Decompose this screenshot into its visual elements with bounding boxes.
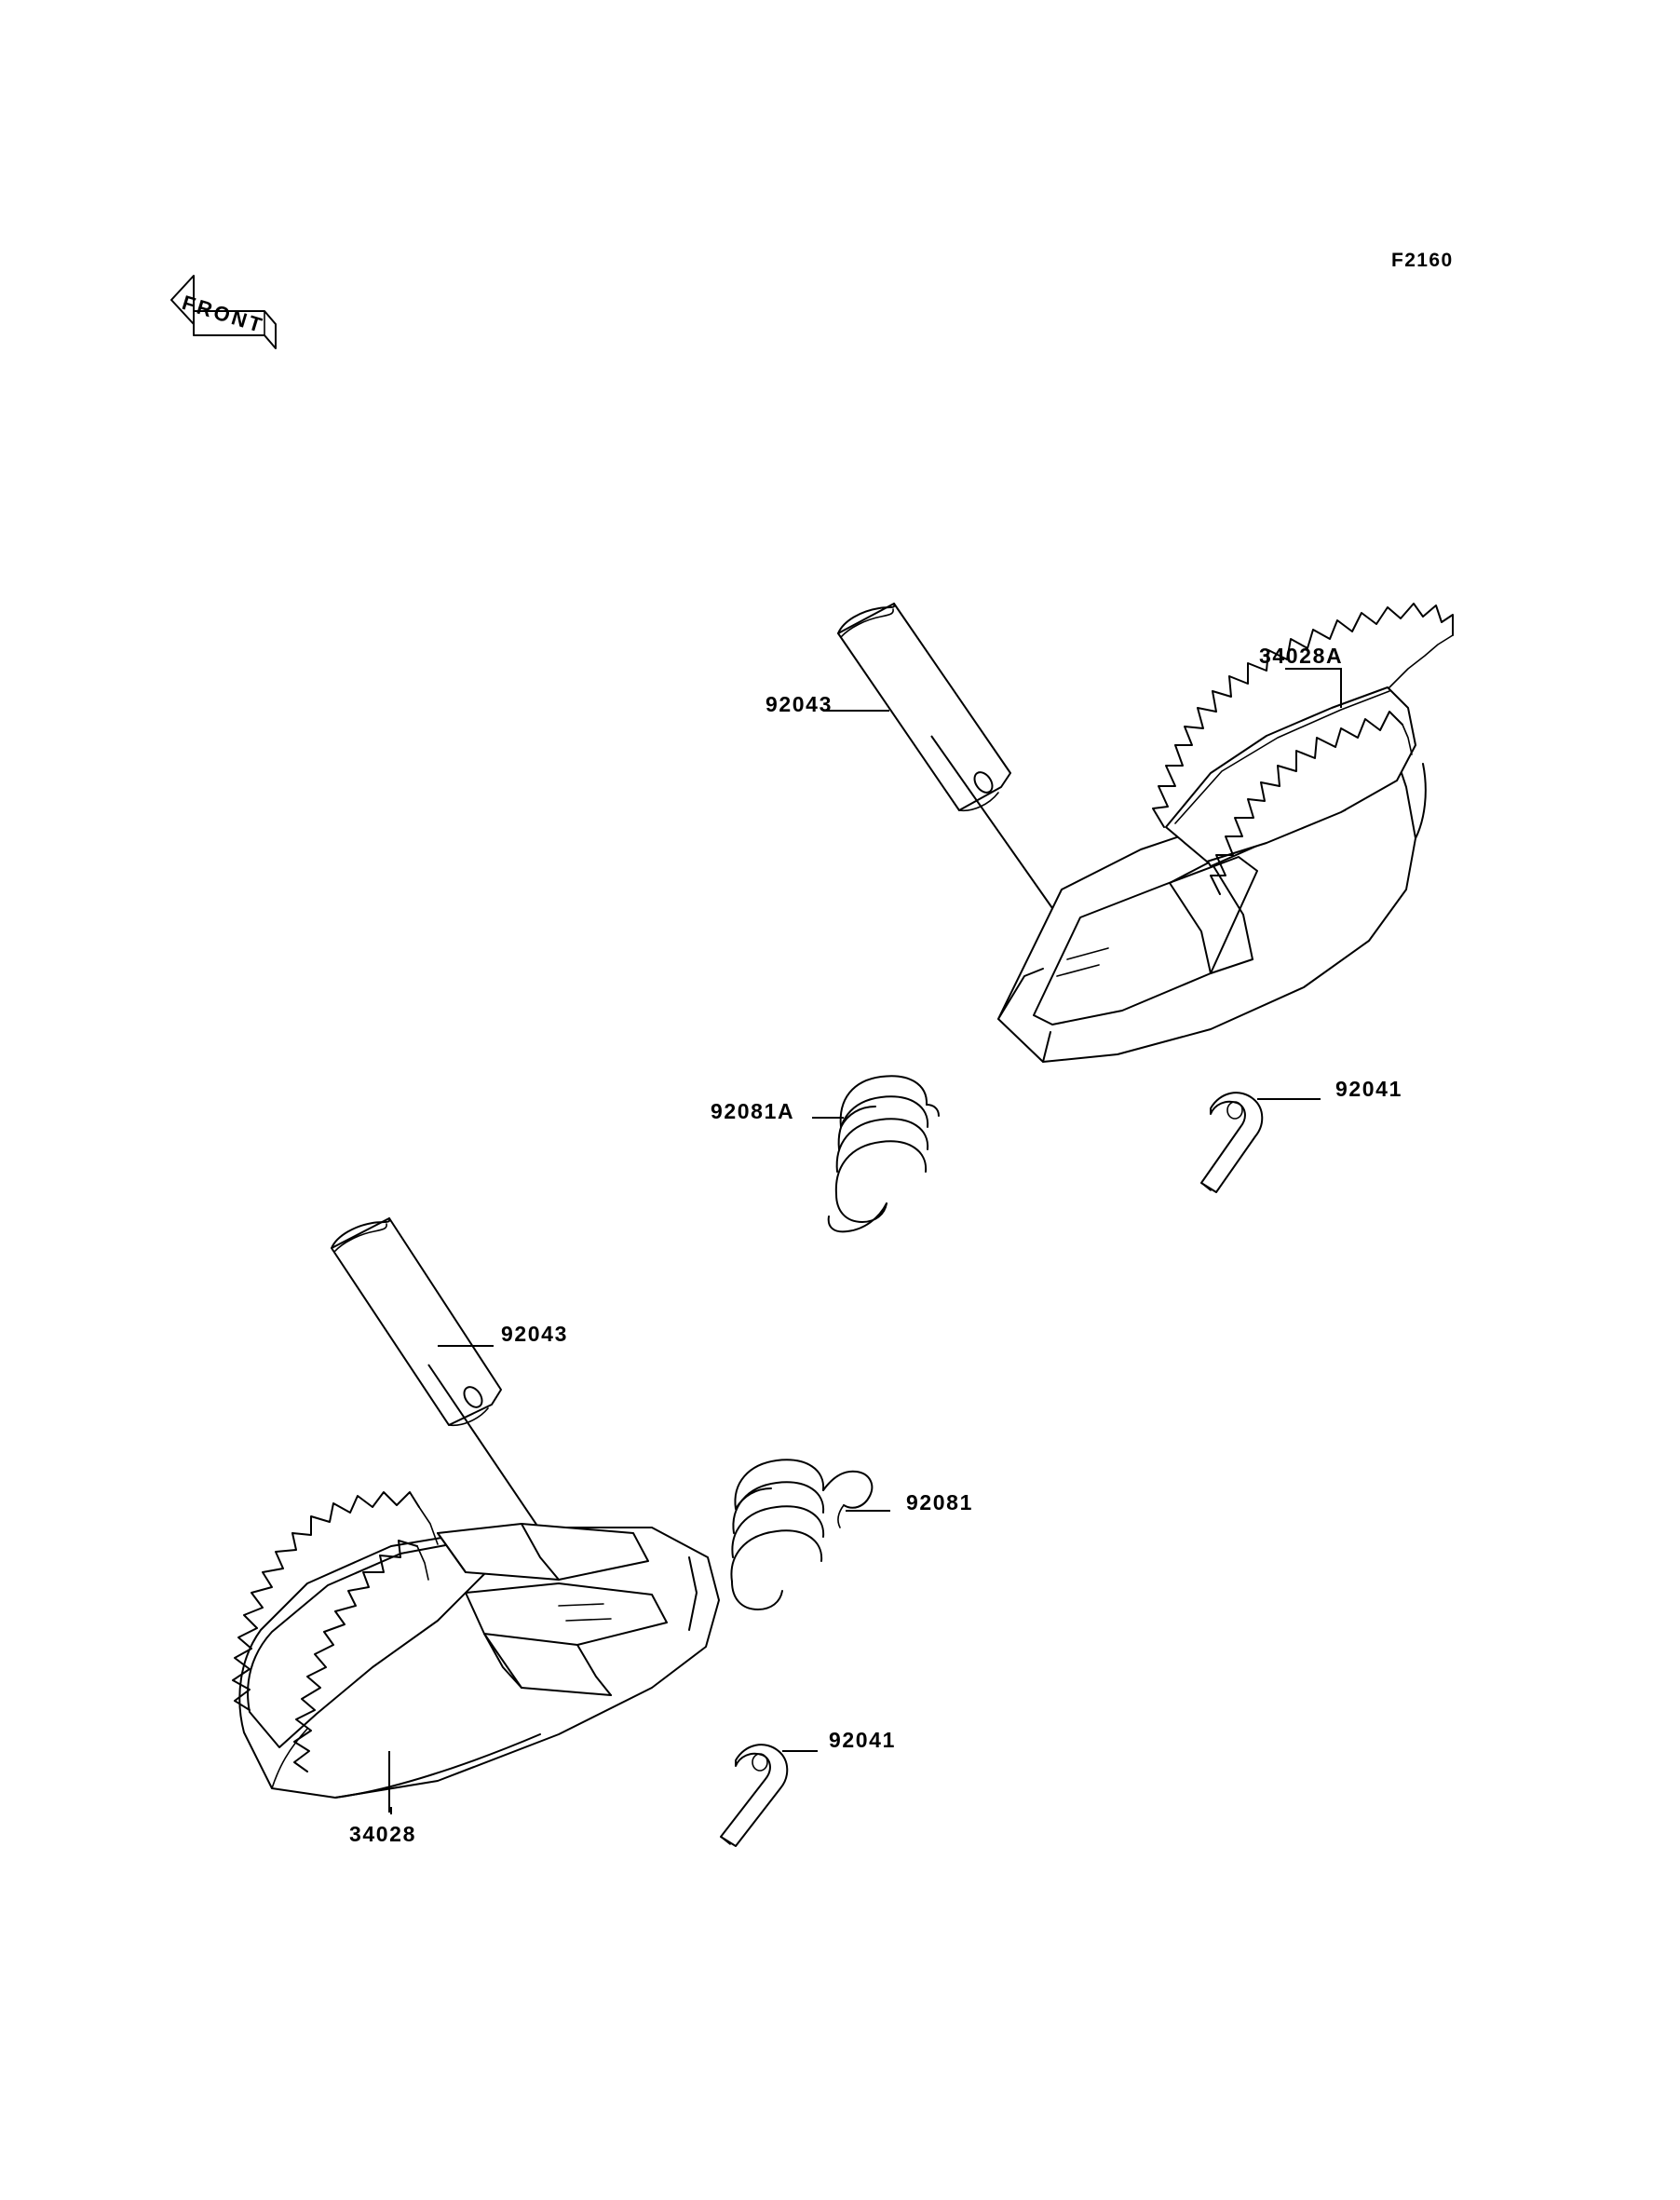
part-pin-upper — [838, 604, 1010, 810]
callout-34028: 34028 — [349, 1822, 416, 1846]
callout-92043-lower: 92043 — [501, 1322, 568, 1346]
part-cotter-pin-lower — [721, 1745, 787, 1846]
callout-92081A: 92081A — [711, 1099, 795, 1123]
callout-92043-upper: 92043 — [765, 692, 833, 716]
part-cotter-pin-upper — [1201, 1093, 1262, 1192]
callout-34028A: 34028A — [1259, 644, 1344, 668]
part-spring-lower — [731, 1460, 872, 1609]
part-footpeg-left-lower — [233, 1492, 719, 1798]
callout-92041-upper: 92041 — [1335, 1077, 1402, 1101]
callout-92041-lower: 92041 — [829, 1728, 896, 1752]
callout-92081: 92081 — [906, 1490, 973, 1514]
front-label: FRONT — [179, 291, 267, 338]
part-footpeg-right-upper — [998, 604, 1453, 1062]
part-spring-upper — [829, 1076, 939, 1231]
part-pin-lower — [332, 1218, 501, 1425]
sheet-code: F2160 — [1391, 250, 1454, 271]
